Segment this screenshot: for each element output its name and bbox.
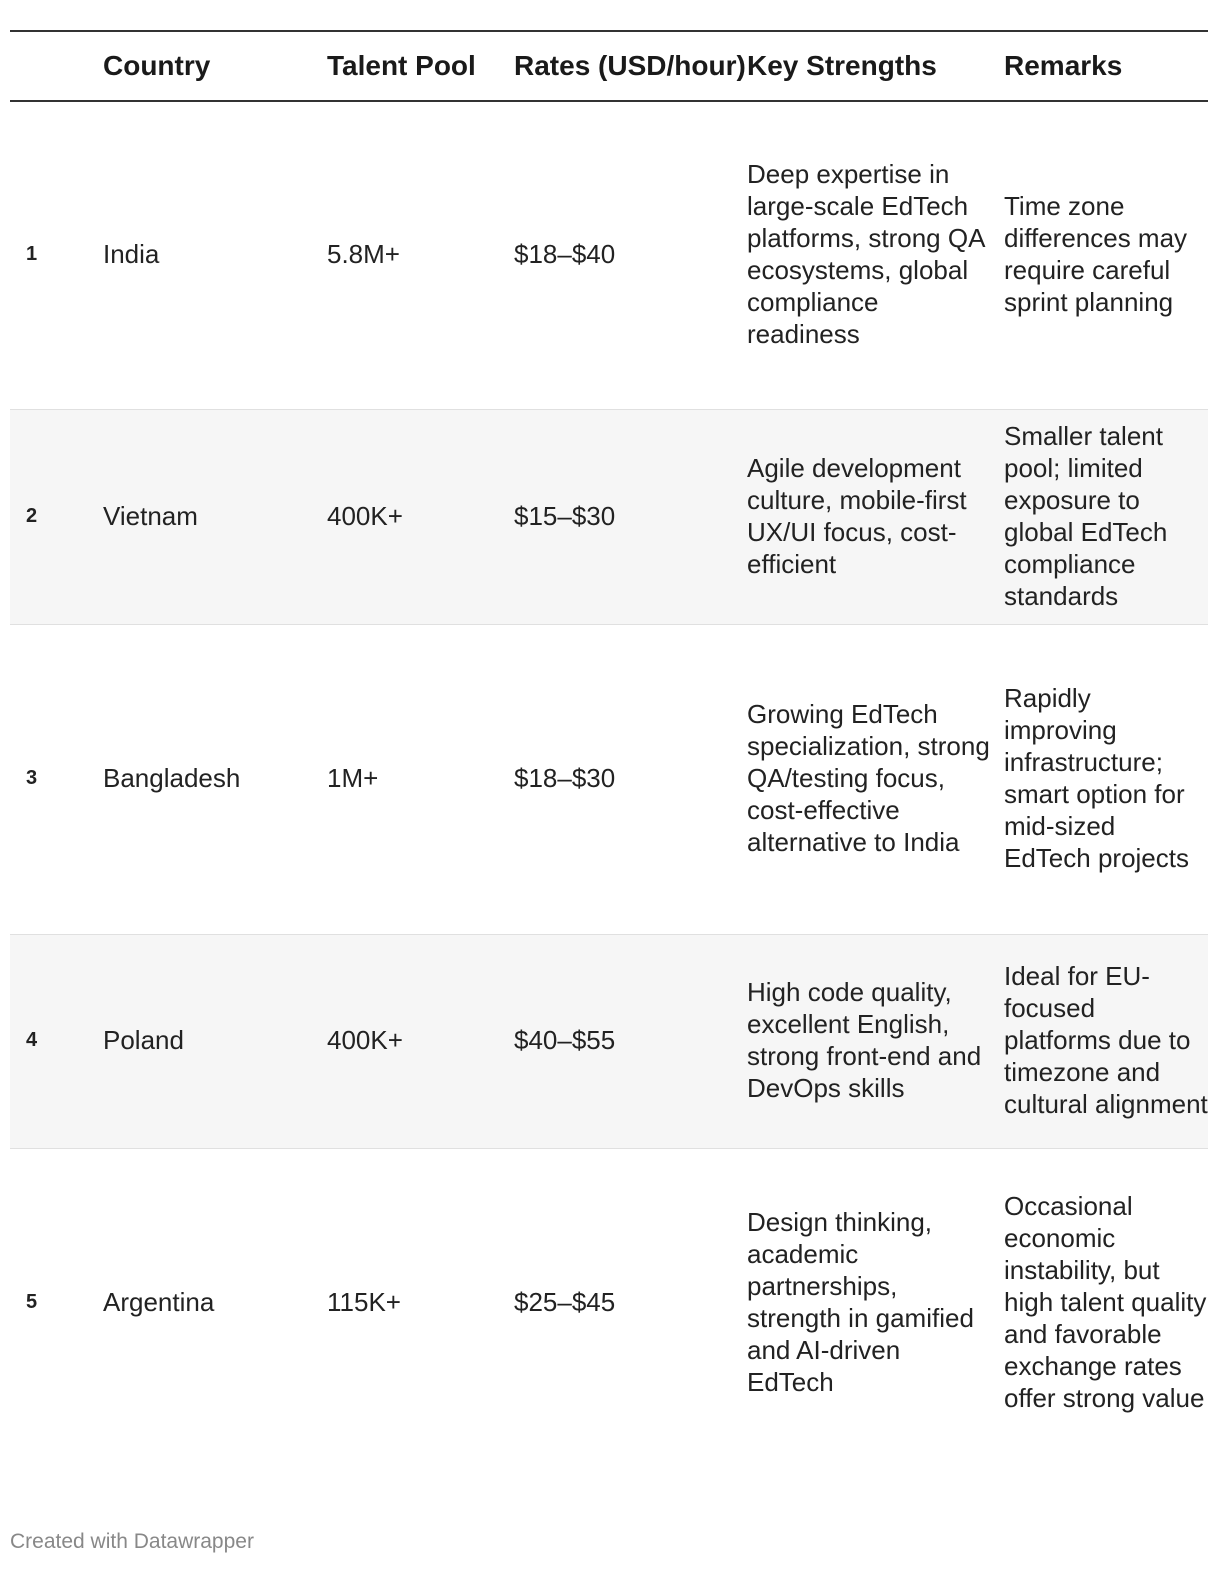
table-row: [10, 624, 1208, 934]
comparison-table: [10, 30, 1208, 1458]
table-row: [10, 409, 1208, 624]
header-rates: Rates (USD/hour): [514, 50, 746, 81]
row-talent-pool: 115K+: [327, 1287, 401, 1318]
row-remarks: Smaller talent pool; limited exposure to global EdTech compliance standards: [1004, 420, 1168, 611]
row-remarks: Occasional economic instability, but high talent quality and favorable exchange rates offer strong value: [1004, 1191, 1207, 1414]
comparison-table-container: [10, 30, 1208, 1458]
footer-credit: Created with Datawrapper: [10, 1530, 254, 1553]
row-key-strengths: Design thinking, academic partnerships, strength in gamified and AI-driven EdTech: [747, 1207, 974, 1398]
row-remarks: Ideal for EU-focused platforms due to timezone and cultural alignment: [1004, 961, 1208, 1119]
row-key-strengths: Agile development culture, mobile-first UX/UI focus, cost-efficient: [747, 452, 967, 579]
table-row: [10, 101, 1208, 409]
table-header: [10, 31, 1208, 101]
row-key-strengths: Deep expertise in large-scale EdTech platforms, strong QA ecosystems, global compliance readiness: [747, 159, 984, 350]
row-rates: $40–$55: [514, 1025, 616, 1055]
row-country: Bangladesh: [103, 763, 241, 793]
row-rank: 2: [26, 504, 38, 527]
row-rank: 1: [26, 243, 38, 266]
row-talent-pool: 5.8M+: [327, 239, 400, 270]
row-key-strengths: Growing EdTech specialization, strong QA/testing focus, cost-effective alternative to India: [747, 699, 990, 857]
row-country: Poland: [103, 1025, 184, 1055]
header-remarks: Remarks: [1004, 50, 1123, 81]
row-remarks: Rapidly improving infrastructure; smart option for mid-sized EdTech projects: [1004, 683, 1189, 873]
row-rates: $18–$30: [514, 763, 616, 793]
row-talent-pool: 400K+: [327, 1025, 403, 1055]
row-country: Argentina: [103, 1287, 215, 1318]
header-row: [10, 31, 1208, 101]
header-key-strengths: Key Strengths: [747, 50, 937, 81]
header-rank: [10, 31, 103, 101]
table-row: [10, 934, 1208, 1148]
table-body: [10, 101, 1208, 1458]
row-country: Vietnam: [103, 500, 198, 531]
row-talent-pool: 400K+: [327, 500, 403, 531]
row-key-strengths: High code quality, excellent English, strong front-end and DevOps skills: [747, 977, 982, 1103]
row-rates: $15–$30: [514, 500, 616, 531]
table-row: [10, 1148, 1208, 1458]
row-talent-pool: 1M+: [327, 763, 379, 793]
row-rates: $25–$45: [514, 1287, 616, 1318]
row-rank: 5: [26, 1291, 38, 1314]
row-country: India: [103, 239, 160, 270]
row-remarks: Time zone differences may require careful sprint planning: [1004, 191, 1188, 318]
header-talent-pool: Talent Pool: [327, 50, 476, 81]
row-rates: $18–$40: [514, 239, 616, 270]
header-country: Country: [103, 50, 211, 81]
row-rank: 3: [26, 767, 38, 789]
row-rank: 4: [26, 1029, 38, 1051]
